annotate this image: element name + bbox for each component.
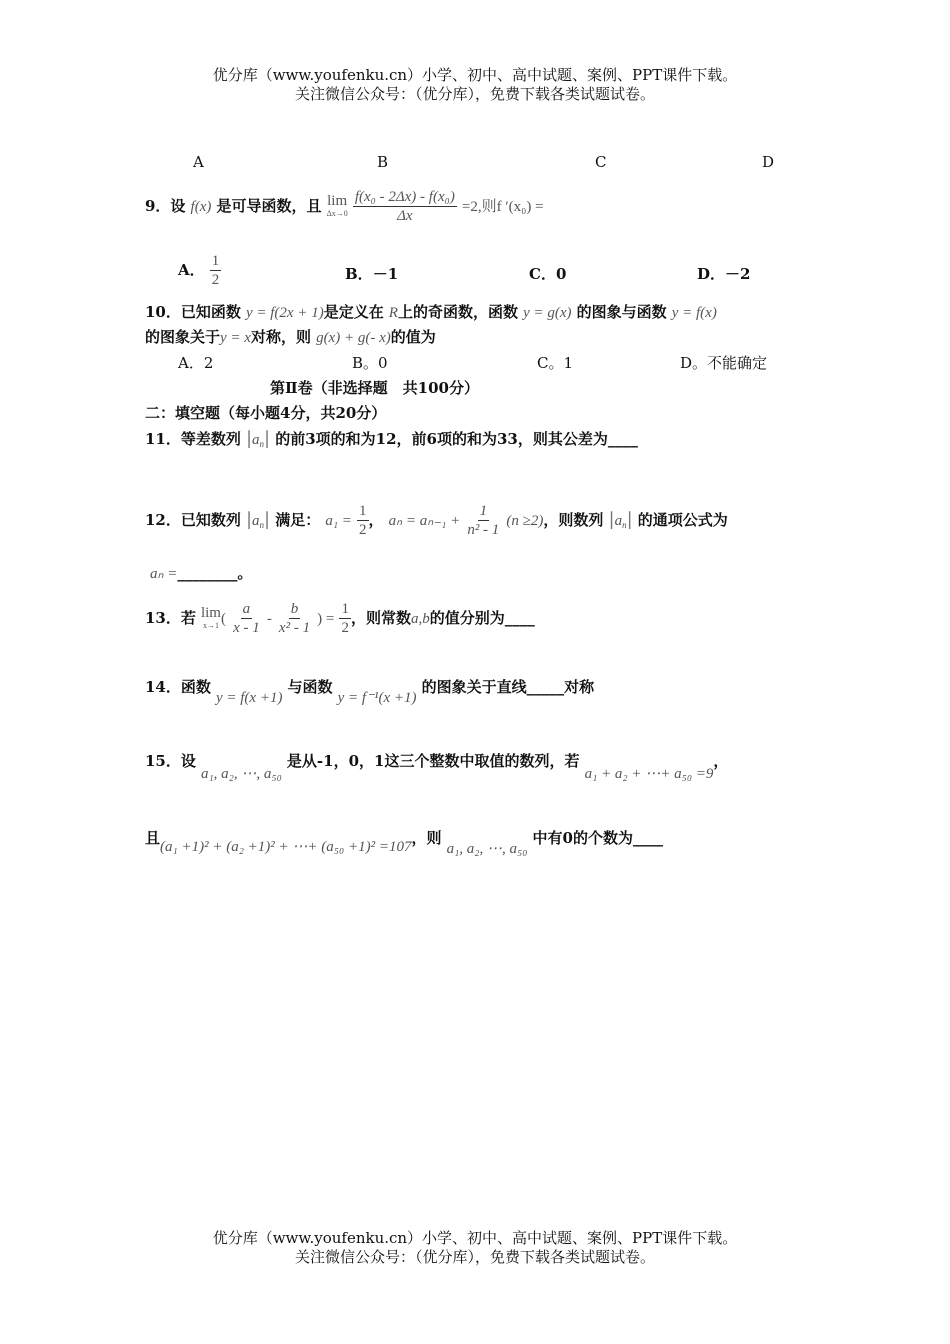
q9-option-d-label: D． [697,265,726,283]
q12-a1-num: 1 [359,503,367,519]
question-13 [145,600,535,637]
q12-t2: ，则数列 [543,511,604,529]
q9-option-a-den: 2 [211,272,220,288]
q12-seq-2: a [614,513,623,529]
q10-R: R [388,305,398,321]
section-2-title: 第Ⅱ卷（非选择题 共100分） [270,379,479,397]
q15-number: 15．设 [145,752,196,770]
q13-f1-num: a [242,601,251,617]
q15-seq-2: a₁, a₂, ⋯, a₅₀ [446,841,528,857]
q9-option-d-value: －2 [725,265,751,283]
q10-g: y = g(x) [523,305,572,321]
q9-option-b-value: －1 [372,265,399,283]
q13-lim-word: lim [200,605,221,621]
question-10-line-1 [145,301,717,322]
q8-option-d: D [762,153,775,171]
q9-function: f(x) [190,199,212,215]
q9-numerator: f(x₀ - 2Δx) - f(x₀) [354,189,455,205]
q11-seq-sub: n [259,439,265,449]
q13-open: ( [220,611,226,627]
q13-t1: ，则常数 [350,609,411,627]
q9-tail: =2,则f ′(x₀) = [461,199,544,215]
q13-r-num: 1 [341,601,349,617]
q9-option-b [345,263,398,284]
q9-text: 是可导函数，且 [216,197,322,215]
q13-ab: a,b [411,611,430,627]
q10-t6: 的值为 [390,328,436,346]
q10-t4: 的图象关于 [145,328,221,346]
q12-seq-sub: n [259,520,265,530]
q9-fraction [353,188,457,225]
header-line-1: 优分库（www.youfenku.cn）小学、初中、高中试题、案例、PPT课件下载。 [212,66,738,84]
q10-option-c: C。1 [537,354,574,372]
q10-number: 10．已知函数 [145,303,241,321]
footer-line-2: 关注微信公众号：（优分库），免费下载各类试题试卷。 [294,1248,655,1266]
q15-t2: ，则 [411,829,442,847]
q14-number: 14．函数 [145,678,211,696]
q8-option-c: C [595,153,607,171]
q9-option-c-label: C． [529,265,556,283]
question-10-line-2 [145,326,436,347]
q12-a1-den: 2 [359,522,367,538]
q9-lim-word: lim [327,193,348,209]
header-line-2: 关注微信公众号：（优分库），免费下载各类试题试卷。 [294,85,655,103]
q14-f1: y = f(x +1) [215,690,283,706]
q13-fraction-1 [231,600,262,637]
q15-sum: a₁ + a₂ + ⋯+ a₅₀ =9 [584,766,714,782]
q9-option-c-value: 0 [555,265,567,283]
q10-line: y = x [220,330,251,346]
q11-seq: a [252,432,260,448]
q9-option-a-label: A． [178,261,205,279]
q9-option-a-fraction [210,252,222,289]
q12-cond: (n ≥2) [506,513,544,529]
q13-f2-num: b [290,601,299,617]
question-15-line-2 [145,827,663,857]
q10-f2: y = f(x) [671,305,717,321]
q9-option-b-label: B． [345,265,373,283]
q10-option-a: A．2 [178,354,214,372]
q9-limit [327,194,348,219]
q9-denominator: Δx [397,208,413,224]
q12-f-den: n² - 1 [467,522,500,538]
q12-fraction [465,502,501,539]
q11-text: 的前3项的和为12，前6项的和为33，则其公差为____ [275,430,638,448]
q10-t2: 上的奇函数，函数 [397,303,518,321]
q12-answer-blank: ________。 [177,564,253,582]
q13-number: 13．若 [145,609,196,627]
q13-t2: 的值分别为____ [429,609,535,627]
q15-t3: 中有0的个数为____ [532,829,663,847]
q12-a1-fraction [357,502,369,539]
q12-number: 12．已知数列 [145,511,241,529]
q10-t5: 对称，则 [250,328,311,346]
q10-f1: y = f(2x + 1) [245,305,324,321]
question-12: 12．已知数列 $|a_n|$ 满足： a₁ = $\frac{1}{2}$ ， aₙ = aₙ₋₁ + $\frac{1}{\text{n² - 1}}$ (n ≥2)，则数列 $|a_n|$ 的通项公式为 [145,503,728,538]
q9-number: 9．设 [145,197,186,215]
q12-a1: a₁ = [325,513,352,529]
q10-t1: 是定义在 [323,303,384,321]
q9-option-d [697,263,750,284]
q12-seq: a [252,513,260,529]
q12-f-num: 1 [479,503,488,519]
q15-seq: a₁, a₂, ⋯, a₅₀ [200,766,282,782]
q12-seq-2-sub: n [622,520,627,530]
q15-comma: ， [713,752,729,770]
question-14 [145,676,595,706]
q12-an: aₙ = aₙ₋₁ + [388,513,461,529]
q8-option-a: A [193,153,204,171]
q9-option-c [529,263,566,284]
q8-option-b: B [377,153,389,171]
q12-answer-lhs: aₙ = [150,566,178,582]
q15-qie: 且 [145,829,161,847]
q13-fraction-2 [277,600,312,637]
q12-answer-line [150,562,252,583]
q14-t1: 与函数 [287,678,333,696]
q13-close: ) = [317,611,335,627]
q15-squares: (a₁ +1)² + (a₂ +1)² + ⋯+ (a₅₀ +1)² =107 [160,839,412,855]
q12-t1: 满足： [275,511,321,529]
q13-f1-den: x - 1 [233,620,260,636]
q13-r-den: 2 [341,620,349,636]
fill-in-heading: 二：填空题（每小题4分，共20分） [145,404,387,422]
q11-number: 11．等差数列 [145,430,241,448]
q10-sum: g(x) + g(- x) [316,330,391,346]
q15-t1: 是从-1，0，1这三个整数中取值的数列，若 [286,752,580,770]
q10-t3: 的图象与函数 [576,303,667,321]
question-15-line-1 [145,750,729,782]
q9-option-a [178,252,221,289]
q10-option-d: D。不能确定 [680,354,768,372]
q12-t3: 的通项公式为 [637,511,728,529]
q13-f2-den: x² - 1 [278,620,311,636]
q10-option-b: B。0 [352,354,388,372]
q13-lim-sub: x→1 [202,621,219,630]
q12-sep: ， [368,511,384,529]
q13-limit [201,606,221,631]
q14-t2: 的图象关于直线_____对称 [421,678,595,696]
footer-line-1: 优分库（www.youfenku.cn）小学、初中、高中试题、案例、PPT课件下载。 [212,1229,738,1247]
q9-option-a-num: 1 [211,253,220,269]
q13-result-fraction [339,600,351,637]
question-11: 11．等差数列 $|a_n|$ 的前3项的和为12，前6项的和为33，则其公差为____ [145,428,638,449]
q13-minus: - [266,611,272,627]
q9-lim-sub: Δx→0 [326,209,348,218]
question-9 [145,188,544,225]
q14-f2: y = f⁻¹(x +1) [337,690,417,706]
